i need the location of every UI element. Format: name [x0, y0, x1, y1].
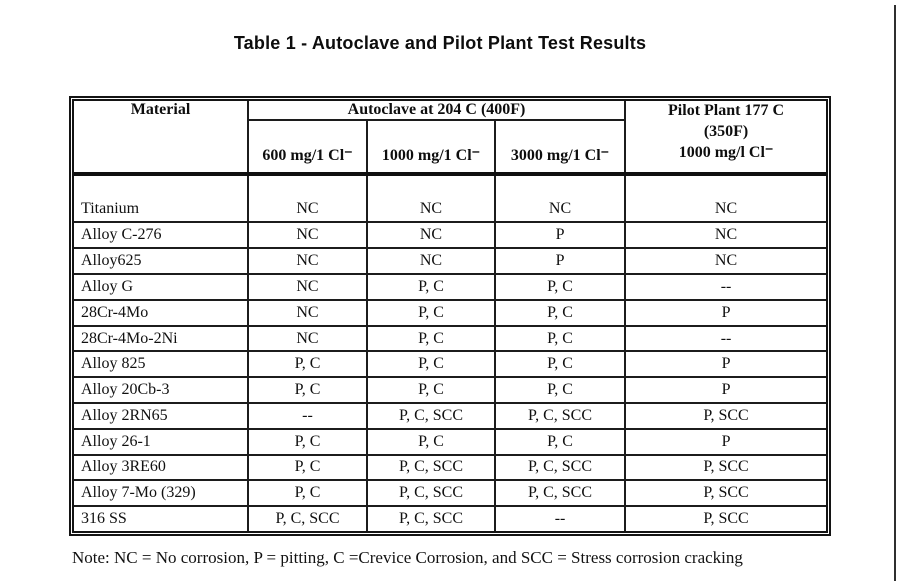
result-cell: --	[625, 274, 826, 300]
table-title: Table 1 - Autoclave and Pilot Plant Test Results	[233, 33, 647, 53]
result-cell: NC	[367, 248, 495, 274]
result-cell: NC	[248, 248, 367, 274]
result-cell: P, C	[248, 351, 367, 377]
result-cell: P	[625, 300, 826, 326]
table-row	[74, 429, 826, 455]
header-material: Material	[74, 101, 248, 174]
result-cell: P, C, SCC	[495, 403, 625, 429]
result-cell: P	[625, 429, 826, 455]
result-cell: --	[248, 403, 367, 429]
table-row	[74, 326, 826, 352]
results-table	[74, 101, 826, 531]
table-row	[74, 377, 826, 403]
result-cell: NC	[248, 300, 367, 326]
material-cell: Alloy 2RN65	[74, 403, 248, 429]
result-cell: P, C, SCC	[367, 480, 495, 506]
result-cell: NC	[248, 174, 367, 222]
result-cell: --	[495, 506, 625, 531]
material-cell: 28Cr-4Mo-2Ni	[74, 326, 248, 352]
material-cell: Titanium	[74, 174, 248, 222]
pilot-header-line3: 1000 mg/l Cl⁻	[678, 143, 774, 161]
result-cell: P, SCC	[625, 455, 826, 481]
material-cell: Alloy 20Cb-3	[74, 377, 248, 403]
pilot-header-line1: Pilot Plant 177 C	[668, 102, 785, 119]
result-cell: P, C, SCC	[367, 455, 495, 481]
material-cell: Alloy 825	[74, 351, 248, 377]
result-cell: P, C	[248, 480, 367, 506]
table-row	[74, 351, 826, 377]
result-cell: P, C	[495, 429, 625, 455]
result-cell: P, C	[367, 326, 495, 352]
result-cell: NC	[367, 174, 495, 222]
material-cell: Alloy625	[74, 248, 248, 274]
result-cell: NC	[625, 174, 826, 222]
header-3000-mg: 3000 mg/1 Cl⁻	[495, 120, 625, 174]
result-cell: P, C, SCC	[495, 455, 625, 481]
result-cell: P, SCC	[625, 403, 826, 429]
material-cell: Alloy C-276	[74, 222, 248, 248]
result-cell: NC	[367, 222, 495, 248]
result-cell: P, C	[495, 326, 625, 352]
table-row	[74, 455, 826, 481]
result-cell: P, SCC	[625, 506, 826, 531]
result-cell: P, C	[367, 429, 495, 455]
result-cell: P, C, SCC	[367, 403, 495, 429]
result-cell: P, C, SCC	[495, 480, 625, 506]
result-cell: P, C, SCC	[367, 506, 495, 531]
result-cell: P, SCC	[625, 480, 826, 506]
table-row	[74, 403, 826, 429]
note-text: Note: NC = No corrosion, P = pitting, C =Crevice Corrosion, and SCC = Stress corrosion cracking	[72, 548, 743, 567]
result-cell: P, C	[248, 377, 367, 403]
result-cell: P, C	[248, 455, 367, 481]
table-row	[74, 248, 826, 274]
result-cell: P, C	[367, 377, 495, 403]
header-autoclave-group: Autoclave at 204 C (400F)	[248, 101, 625, 120]
result-cell: P	[495, 222, 625, 248]
table-body	[74, 174, 826, 531]
material-cell: Alloy 7-Mo (329)	[74, 480, 248, 506]
result-cell: P, C	[248, 429, 367, 455]
table-row	[74, 222, 826, 248]
table-header	[74, 101, 826, 174]
material-cell: 28Cr-4Mo	[74, 300, 248, 326]
material-cell: Alloy 26-1	[74, 429, 248, 455]
result-cell: P, C	[495, 274, 625, 300]
header-pilot-plant	[625, 101, 826, 174]
result-cell: NC	[625, 222, 826, 248]
result-cell: P, C	[367, 351, 495, 377]
result-cell: P, C	[367, 274, 495, 300]
result-cell: NC	[248, 274, 367, 300]
result-cell: NC	[248, 326, 367, 352]
result-cell: NC	[248, 222, 367, 248]
table-row	[74, 274, 826, 300]
material-cell: Alloy G	[74, 274, 248, 300]
table-row	[74, 174, 826, 222]
pilot-header-line2: (350F)	[703, 122, 749, 140]
table-row	[74, 300, 826, 326]
result-cell: NC	[625, 248, 826, 274]
result-cell: P, C	[495, 377, 625, 403]
header-600-mg: 600 mg/1 Cl⁻	[248, 120, 367, 174]
result-cell: P	[625, 351, 826, 377]
scan-artifact-line	[894, 5, 896, 581]
result-cell: P, C	[495, 300, 625, 326]
results-table-frame	[69, 96, 831, 536]
result-cell: P, C	[367, 300, 495, 326]
material-cell: 316 SS	[74, 506, 248, 531]
header-1000-mg: 1000 mg/1 Cl⁻	[367, 120, 495, 174]
table-row	[74, 480, 826, 506]
material-cell: Alloy 3RE60	[74, 455, 248, 481]
table-row	[74, 506, 826, 531]
result-cell: P	[625, 377, 826, 403]
result-cell: --	[625, 326, 826, 352]
result-cell: P, C	[495, 351, 625, 377]
result-cell: NC	[495, 174, 625, 222]
result-cell: P	[495, 248, 625, 274]
result-cell: P, C, SCC	[248, 506, 367, 531]
header-row-groups	[74, 101, 826, 120]
